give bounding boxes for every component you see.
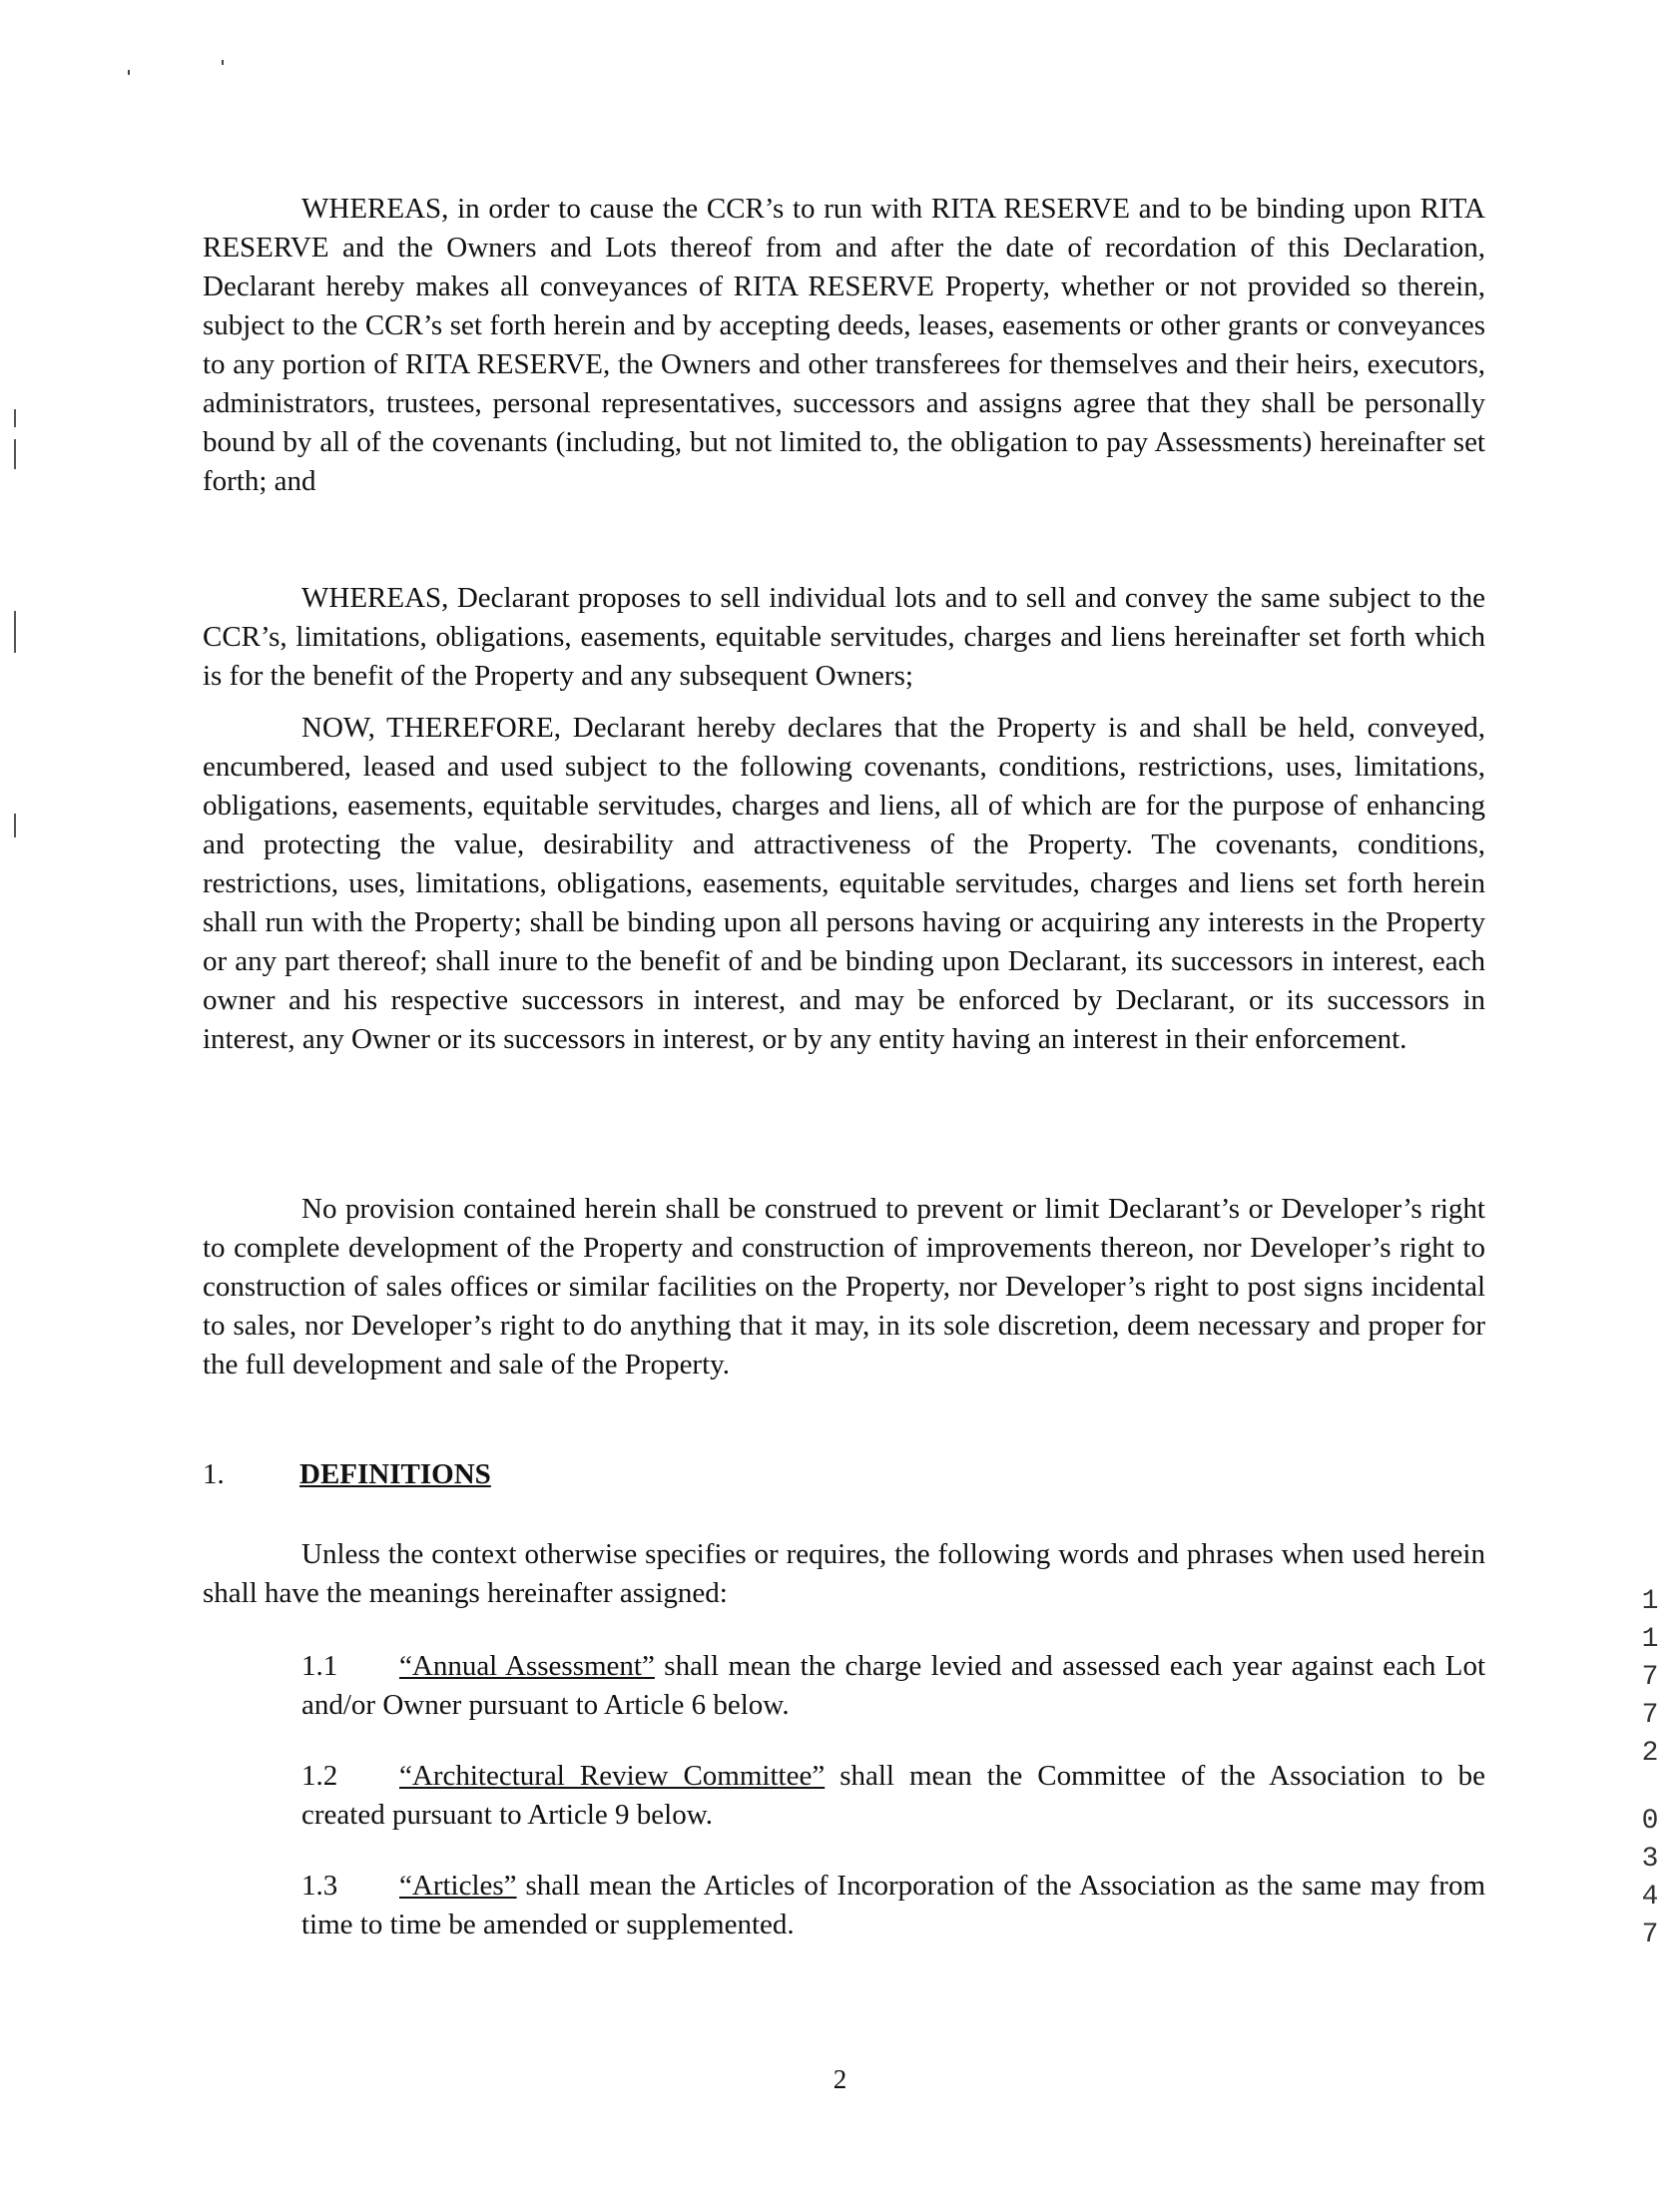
margin-mark <box>14 439 16 469</box>
recording-number-stamp <box>1639 1583 1661 1954</box>
definition-number: 1.3 <box>301 1870 338 1902</box>
scan-speck <box>222 60 224 65</box>
definition-term: “Architectural Review Committee” <box>399 1760 826 1792</box>
section-title: DEFINITIONS <box>299 1458 491 1490</box>
stamp-digit: 2 <box>1641 1738 1659 1769</box>
definition-text: shall mean the charge levied and assessed each year against each Lot and/or Owner pursuant to Article 6 below. <box>301 1650 1486 1721</box>
definition-term: “Articles” <box>399 1870 517 1902</box>
definition-number: 1.2 <box>301 1760 338 1792</box>
stamp-digit: 7 <box>1641 1700 1659 1731</box>
definition-text: shall mean the Committee of the Association to be created pursuant to Article 9 below. <box>301 1760 1485 1831</box>
whereas-paragraph-1: WHEREAS, in order to cause the CCR’s to run with RITA RESERVE and to be binding upon RITA RESERVE and the Owners and Lots thereof from and after the date of recordation of this Declaration, Declarant hereby makes all conveyances of RITA RESERVE Property, whether or not provided so therein, subject to the CCR’s set forth herein and by accepting deeds, leases, easements or other grants or conveyances to any portion of RITA RESERVE, the Owners and other transferees for themselves and their heirs, executors, administrators, trustees, personal representatives, successors and assigns agree that they shall be personally bound by all of the covenants (including, but not limited to, the obligation to pay Assessments) hereinafter set forth; and <box>203 193 1485 497</box>
margin-mark <box>14 611 16 653</box>
stamp-digit: 1 <box>1641 1586 1659 1617</box>
definition-item <box>301 1757 1485 1835</box>
page-number: 2 <box>833 2064 847 2094</box>
definition-item <box>301 1647 1485 1725</box>
whereas-paragraph-2: WHEREAS, Declarant proposes to sell individual lots and to sell and convey the same subject to the CCR’s, limitations, obligations, easements, equitable servitudes, charges and liens hereinafter set forth which is for the benefit of the Property and any subsequent Owners; <box>203 582 1485 692</box>
definition-text: shall mean the Articles of Incorporation of the Association as the same may from time to time be amended or supplemented. <box>301 1870 1485 1940</box>
scan-speck <box>128 70 130 75</box>
margin-mark <box>14 814 16 837</box>
stamp-digit: 1 <box>1641 1624 1659 1655</box>
section-number: 1. <box>203 1458 225 1490</box>
stamp-digit: 4 <box>1641 1882 1659 1913</box>
section-heading <box>203 1455 491 1494</box>
stamp-digit: 3 <box>1641 1844 1659 1875</box>
margin-mark <box>14 409 16 427</box>
stamp-digit: 7 <box>1641 1920 1659 1950</box>
stamp-gap <box>1639 1773 1661 1803</box>
stamp-digit: 0 <box>1641 1806 1659 1837</box>
definitions-intro: Unless the context otherwise specifies or requires, the following words and phrases when used herein shall have the meanings hereinafter assigned: <box>203 1538 1485 1609</box>
stamp-digit: 7 <box>1641 1662 1659 1693</box>
now-therefore-paragraph: NOW, THEREFORE, Declarant hereby declares that the Property is and shall be held, conveyed, encumbered, leased and used subject to the following covenants, conditions, restrictions, uses, limitations, obligations, easements, equitable servitudes, charges and liens, all of which are for the purpose of enhancing and protecting the value, desirability and attractiveness of the Property. The covenants, conditions, restrictions, uses, limitations, obligations, easements, equitable servitudes, charges and liens set forth herein shall run with the Property; shall be binding upon all persons having or acquiring any interests in the Property or any part thereof; shall inure to the benefit of and be binding upon Declarant, its successors in interest, each owner and his respective successors in interest, and may be enforced by Declarant, or its successors in interest, any Owner or its successors in interest, or by any entity having an interest in their enforcement. <box>203 712 1485 1055</box>
definition-item <box>301 1867 1485 1944</box>
no-provision-paragraph: No provision contained herein shall be construed to prevent or limit Declarant’s or Developer’s right to complete development of the Property and construction of improvements thereon, nor Developer’s right to construction of sales offices or similar facilities on the Property, nor Developer’s right to post signs incidental to sales, nor Developer’s right to do anything that it may, in its sole discretion, deem necessary and proper for the full development and sale of the Property. <box>203 1193 1485 1380</box>
definition-number: 1.1 <box>301 1650 338 1682</box>
definition-term: “Annual Assessment” <box>399 1650 655 1682</box>
